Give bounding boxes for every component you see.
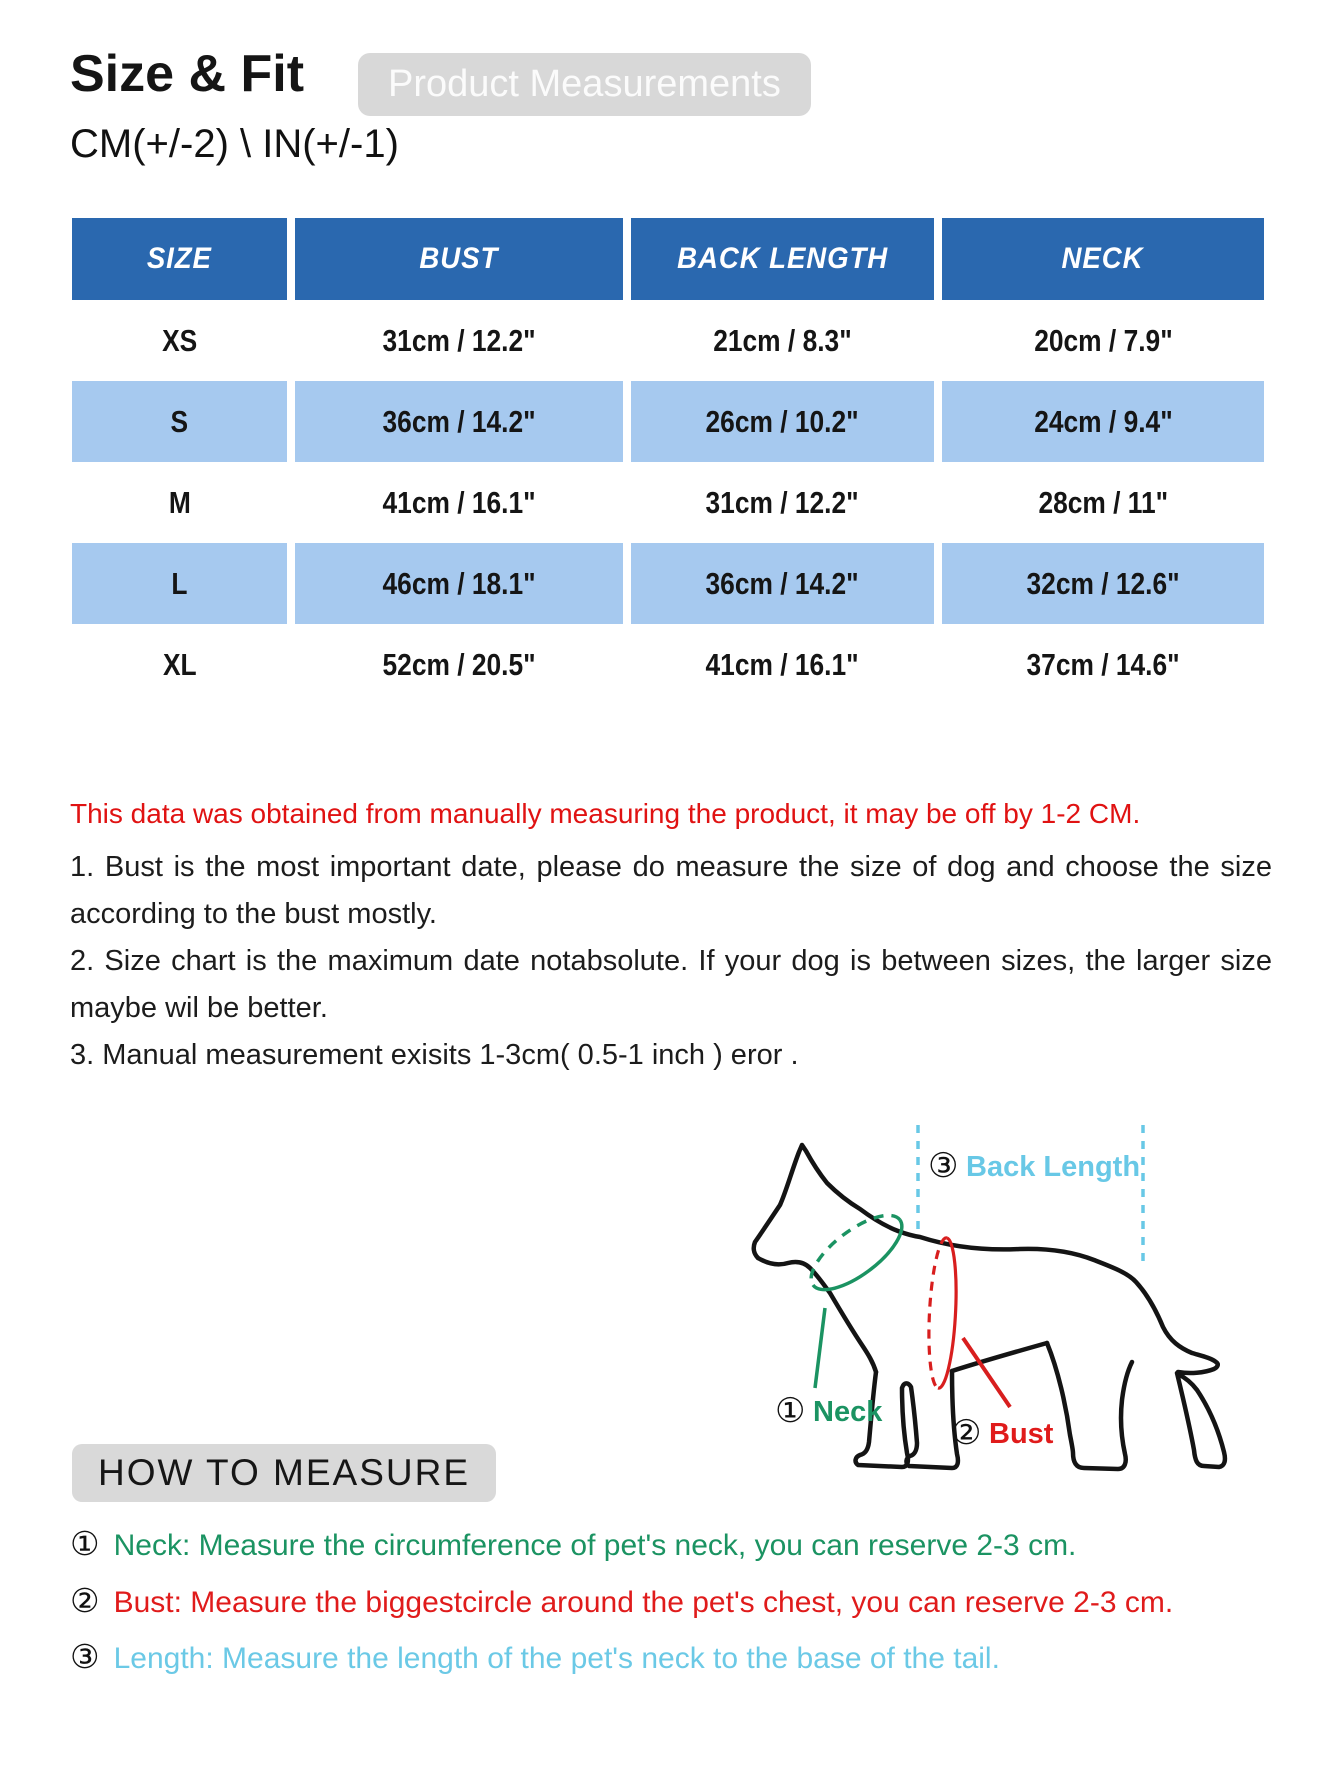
table-cell-neck: 20cm / 7.9" (1033, 322, 1173, 358)
how-to-measure-length (70, 1637, 1000, 1676)
table-cell-size: L (72, 543, 287, 624)
table-cell-back-length: 41cm / 16.1" (705, 646, 860, 682)
table-cell-back-length: 26cm / 10.2" (631, 381, 934, 462)
neck-instruction: Neck: Measure the circumference of pet's neck, you can reserve 2-3 cm. (113, 1529, 1077, 1562)
dog-measurement-diagram (680, 1090, 1320, 1510)
how-to-measure-heading: HOW TO MEASURE (72, 1444, 496, 1502)
neck-measure-ellipse (811, 1215, 902, 1388)
tolerance-line: CM(+/-2) \ IN(+/-1) (70, 122, 399, 166)
neck-label: Neck (813, 1396, 883, 1428)
circled-one-marker: ① (70, 1524, 100, 1563)
table-cell-back-length: 21cm / 8.3" (713, 322, 852, 358)
table-cell-bust: 41cm / 16.1" (382, 484, 536, 520)
table-cell-bust: 31cm / 12.2" (382, 322, 536, 358)
table-cell-back-length: 31cm / 12.2" (705, 484, 860, 520)
table-cell-bust: 36cm / 14.2" (295, 381, 623, 462)
note-2: 2. Size chart is the maximum date notabsolute. If your dog is between sizes, the larger size maybe wil be better. (70, 945, 1272, 1024)
size-table (72, 218, 1264, 705)
circled-three-marker: ③ (70, 1637, 100, 1676)
bust-label: Bust (989, 1418, 1054, 1450)
column-header-size: SIZE (72, 218, 287, 300)
how-to-measure-bust (70, 1581, 1173, 1620)
circled-two-marker: ② (70, 1581, 100, 1620)
neck-pointer-line (815, 1308, 825, 1388)
back-length-label: Back Length (966, 1151, 1141, 1183)
bust-pointer-line (963, 1338, 1010, 1407)
measurement-disclaimer: This data was obtained from manually measuring the product, it may be off by 1-2 CM. (70, 798, 1141, 829)
column-header-neck: NECK (942, 218, 1264, 300)
table-cell-neck: 37cm / 14.6" (1026, 646, 1180, 682)
neck-marker: ① (775, 1391, 806, 1431)
product-measurements-badge: Product Measurements (358, 53, 811, 116)
table-cell-bust: 52cm / 20.5" (382, 646, 536, 682)
table-cell-size: XL (162, 646, 197, 682)
table-cell-neck: 28cm / 11" (1038, 484, 1168, 520)
sizing-notes (70, 844, 1272, 1079)
bust-marker: ② (951, 1413, 982, 1453)
note-3: 3. Manual measurement exisits 1-3cm( 0.5-1 inch ) eror . (70, 1039, 799, 1071)
column-header-bust: BUST (295, 218, 623, 300)
table-cell-size: S (72, 381, 287, 462)
table-cell-neck: 32cm / 12.6" (942, 543, 1264, 624)
table-cell-back-length: 36cm / 14.2" (631, 543, 934, 624)
back-length-marker: ③ (928, 1146, 959, 1186)
page-title: Size & Fit (70, 45, 305, 103)
note-1: 1. Bust is the most important date, please do measure the size of dog and choose the size according to the bust mostly. (70, 851, 1272, 930)
table-cell-size: XS (161, 322, 198, 358)
bust-instruction: Bust: Measure the biggestcircle around the pet's chest, you can reserve 2-3 cm. (113, 1586, 1174, 1619)
column-header-back-length: BACK LENGTH (631, 218, 934, 300)
table-cell-neck: 24cm / 9.4" (942, 381, 1264, 462)
bust-measure-ellipse (929, 1238, 1010, 1407)
table-cell-bust: 46cm / 18.1" (295, 543, 623, 624)
table-cell-size: M (168, 484, 191, 520)
length-instruction: Length: Measure the length of the pet's neck to the base of the tail. (113, 1642, 1000, 1675)
how-to-measure-neck (70, 1524, 1076, 1563)
